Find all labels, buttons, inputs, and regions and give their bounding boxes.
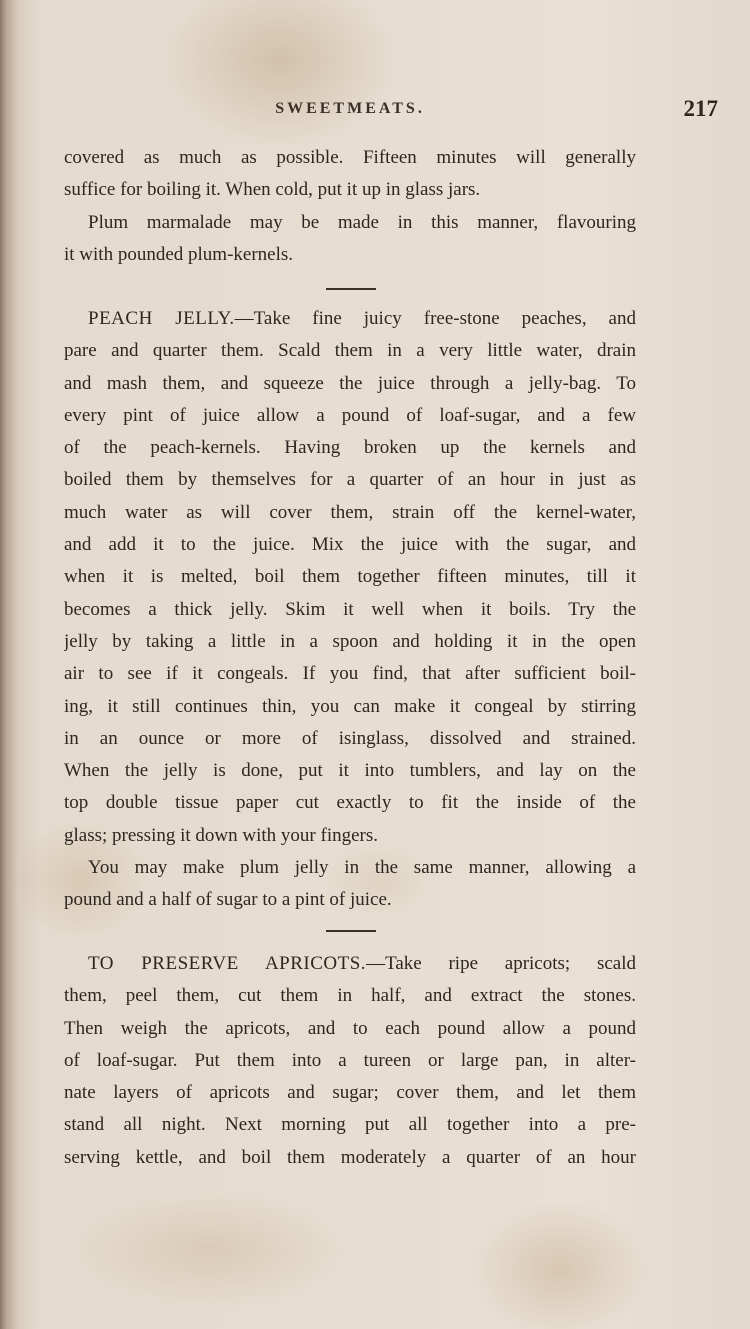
marmalade-paragraph-end: [64, 142, 636, 271]
text-line: covered as much as possible. Fifteen minutes will generally: [64, 147, 636, 168]
section-divider: [326, 930, 376, 932]
text-line: You may make plum jelly in the same manner, allowing a: [88, 857, 636, 879]
text-line: jelly by taking a little in a spoon and holding it in the open: [64, 630, 636, 652]
running-head-title: SWEETMEATS.: [275, 100, 425, 117]
page-number: 217: [683, 96, 718, 121]
peach-jelly-recipe: [64, 303, 636, 917]
text-fragment: —Take ripe apricots; scald: [366, 953, 636, 974]
text-line: them, peel them, cut them in half, and extract the stones.: [64, 985, 636, 1007]
text-line: pound and a half of sugar to a pint of juice.: [64, 889, 392, 911]
text-line: ing, it still continues thin, you can make it congeal by stirring: [64, 695, 636, 717]
text-line: stand all night. Next morning put all together into a pre-: [64, 1114, 636, 1136]
text-line: and mash them, and squeeze the juice through a jelly-bag. To: [64, 372, 636, 394]
text-line: serving kettle, and boil them moderately a quarter of an hour: [64, 1146, 636, 1168]
text-line: in an ounce or more of isinglass, dissolved and strained.: [64, 727, 636, 749]
text-line: when it is melted, boil them together fifteen minutes, till it: [64, 566, 636, 588]
text-line: much water as will cover them, strain off the kernel-water,: [64, 501, 636, 523]
text-line: nate layers of apricots and sugar; cover them, and let them: [64, 1082, 636, 1104]
running-head: [60, 96, 718, 130]
recipe-heading: PEACH JELLY.: [88, 308, 235, 329]
text-line: and add it to the juice. Mix the juice with the sugar, and: [64, 534, 636, 556]
text-line: air to see if it congeals. If you find, that after sufficient boil-: [64, 663, 636, 685]
text-line: suffice for boiling it. When cold, put it up in glass jars.: [64, 179, 481, 201]
text-line: When the jelly is done, put it into tumblers, and lay on the: [64, 760, 636, 782]
recipe-first-line: [64, 303, 636, 335]
recipe-first-line: [64, 948, 636, 980]
text-line: becomes a thick jelly. Skim it well when it boils. Try the: [64, 598, 636, 620]
text-line: of loaf-sugar. Put them into a tureen or large pan, in alter-: [64, 1049, 636, 1071]
text-fragment: —Take fine juicy free-stone peaches, and: [234, 308, 636, 329]
section-divider: [326, 288, 376, 290]
recipe-heading: TO PRESERVE APRICOTS.: [88, 953, 367, 974]
text-line: boiled them by themselves for a quarter of an hour in just as: [64, 469, 636, 491]
text-line: glass; pressing it down with your fingers.: [64, 824, 379, 846]
text-line: top double tissue paper cut exactly to fit the inside of the: [64, 792, 636, 814]
text-line: it with pounded plum-kernels.: [64, 243, 294, 265]
text-line: Then weigh the apricots, and to each pound allow a pound: [64, 1017, 636, 1039]
text-line: every pint of juice allow a pound of loaf-sugar, and a few: [64, 404, 636, 426]
text-line: of the peach-kernels. Having broken up the kernels and: [64, 437, 636, 459]
text-line: Plum marmalade may be made in this manner, flavouring: [88, 211, 636, 233]
preserve-apricots-recipe: [64, 948, 636, 1174]
text-line: pare and quarter them. Scald them in a very little water, drain: [64, 340, 636, 362]
